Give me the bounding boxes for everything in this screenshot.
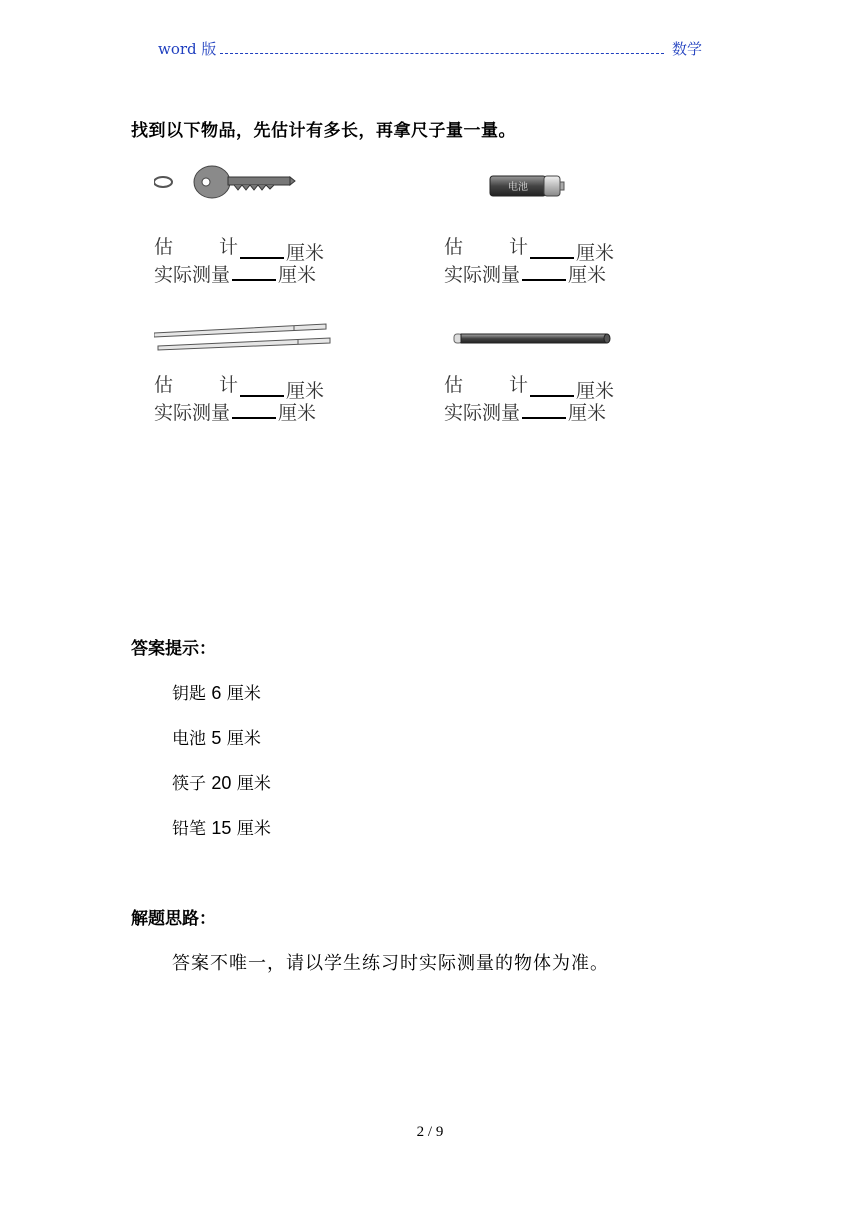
estimate-blank[interactable] [240, 239, 284, 259]
pencil-icon [444, 300, 624, 360]
answer-item: 电池 5 厘米 [172, 728, 261, 749]
item-battery [444, 162, 644, 286]
header-right-text: 数学 [671, 40, 702, 58]
item-key [154, 162, 354, 286]
estimate-blank[interactable] [530, 239, 574, 259]
estimate-blank[interactable] [530, 377, 574, 397]
page-number: 2 / 9 [416, 1124, 444, 1140]
estimate-row: 估 计 厘米 [444, 236, 615, 264]
chopsticks-icon [154, 300, 334, 360]
measure-blank[interactable] [232, 261, 276, 281]
answers-title: 答案提示： [131, 639, 216, 659]
estimate-blank[interactable] [240, 377, 284, 397]
solution-text: 答案不唯一，请以学生练习时实际测量的物体为准。 [172, 953, 609, 974]
battery-icon [444, 162, 584, 202]
measure-row: 实际测量 厘米 [444, 260, 606, 287]
measure-row: 实际测量 厘米 [154, 260, 316, 287]
estimate-row: 估 计 厘米 [154, 374, 325, 402]
answer-item: 筷子 20 厘米 [172, 773, 271, 794]
key-icon [154, 162, 304, 202]
solution-title: 解题思路： [131, 909, 216, 929]
measure-blank[interactable] [522, 261, 566, 281]
instruction-text: 找到以下物品，先估计有多长，再拿尺子量一量。 [131, 121, 516, 141]
item-chopsticks [154, 300, 354, 424]
page-header [158, 36, 702, 60]
header-dashed-rule [220, 53, 664, 54]
answer-item: 铅笔 15 厘米 [172, 818, 271, 839]
estimate-row: 估 计 厘米 [444, 374, 615, 402]
item-pencil [444, 300, 644, 424]
answer-item: 钥匙 6 厘米 [172, 683, 261, 704]
measure-blank[interactable] [232, 399, 276, 419]
battery-label: 电池 [508, 182, 528, 193]
measure-blank[interactable] [522, 399, 566, 419]
header-left-text: word 版 [158, 40, 217, 58]
estimate-row: 估 计 厘米 [154, 236, 325, 264]
measure-row: 实际测量 厘米 [154, 398, 316, 425]
measure-row: 实际测量 厘米 [444, 398, 606, 425]
